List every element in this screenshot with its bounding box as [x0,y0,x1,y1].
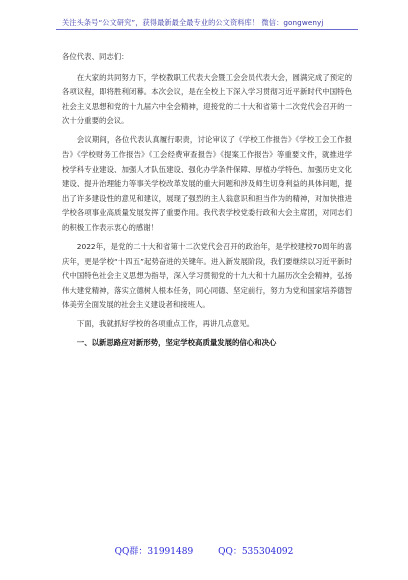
paragraph-transition: 下面，我就抓好学校的各项重点工作，再讲几点意见。 [76,319,255,329]
greeting: 各位代表、同志们： [62,52,129,61]
header-banner: 关注头条号“公文研究”，获得最新最全最专业的公文资料库！ 微信：gongwenyj [62,18,324,27]
footer-qq-group: QQ群：31991489 [114,547,194,557]
footer-qq: QQ：535304092 [218,547,294,557]
document-body [62,50,352,355]
paragraph-2022: 2022年，是党的二十大和省第十二次党代会召开的政治年，是学校建校70周年的喜庆年，更是学校“十四五”起势奋进的关键年。进入新发展阶段，我们要继续以习近平新时代中国特色社会主义思想为指导，深入学习贯彻党的十九大和十九届历次全会精神，弘扬伟大建党精神，落实立德树人根本任务，同心同德、坚定前行，努力为党和国家培养德智体美劳全面发展的社会主义建设者和接班人。 [62,241,352,310]
section-heading: 一、以新思路应对新形势，坚定学校高质量发展的信心和决心 [76,338,277,348]
paragraph-meeting: 会议期间，各位代表认真履行职责，讨论审议了《学校工作报告》《学校工会工作报告》《学校财务工作报告》《工会经费审查报告》《提案工作报告》等重要文件，就推进学校学科专业建设、加强人才队伍建设、强化办学条件保障、厚植办学特色、加强历史文化建设、提升治理能力等事关学校改革发展的重大问题和涉及师生切身利益的具体问题，提出了许多建设性的意见和建议，展现了强烈的主人翁意识和担当作为的精神，对加快推进学校各项事业高质量发展发挥了重要作用。我代表学校党委行政和大会主席团，对同志们的积极工作表示衷心的感谢！ [62,135,352,232]
footer-contact [0,544,408,557]
header-divider [56,29,358,30]
paragraph-opening: 在大家的共同努力下，学校教职工代表大会暨工会会员代表大会，圆满完成了预定的各项议程，即将胜利闭幕。本次会议，是在全校上下深入学习贯彻习近平新时代中国特色社会主义思想和党的十九届六中全会精神，迎接党的二十大和省第十二次党代会召开的一次十分重要的会议。 [62,72,352,126]
